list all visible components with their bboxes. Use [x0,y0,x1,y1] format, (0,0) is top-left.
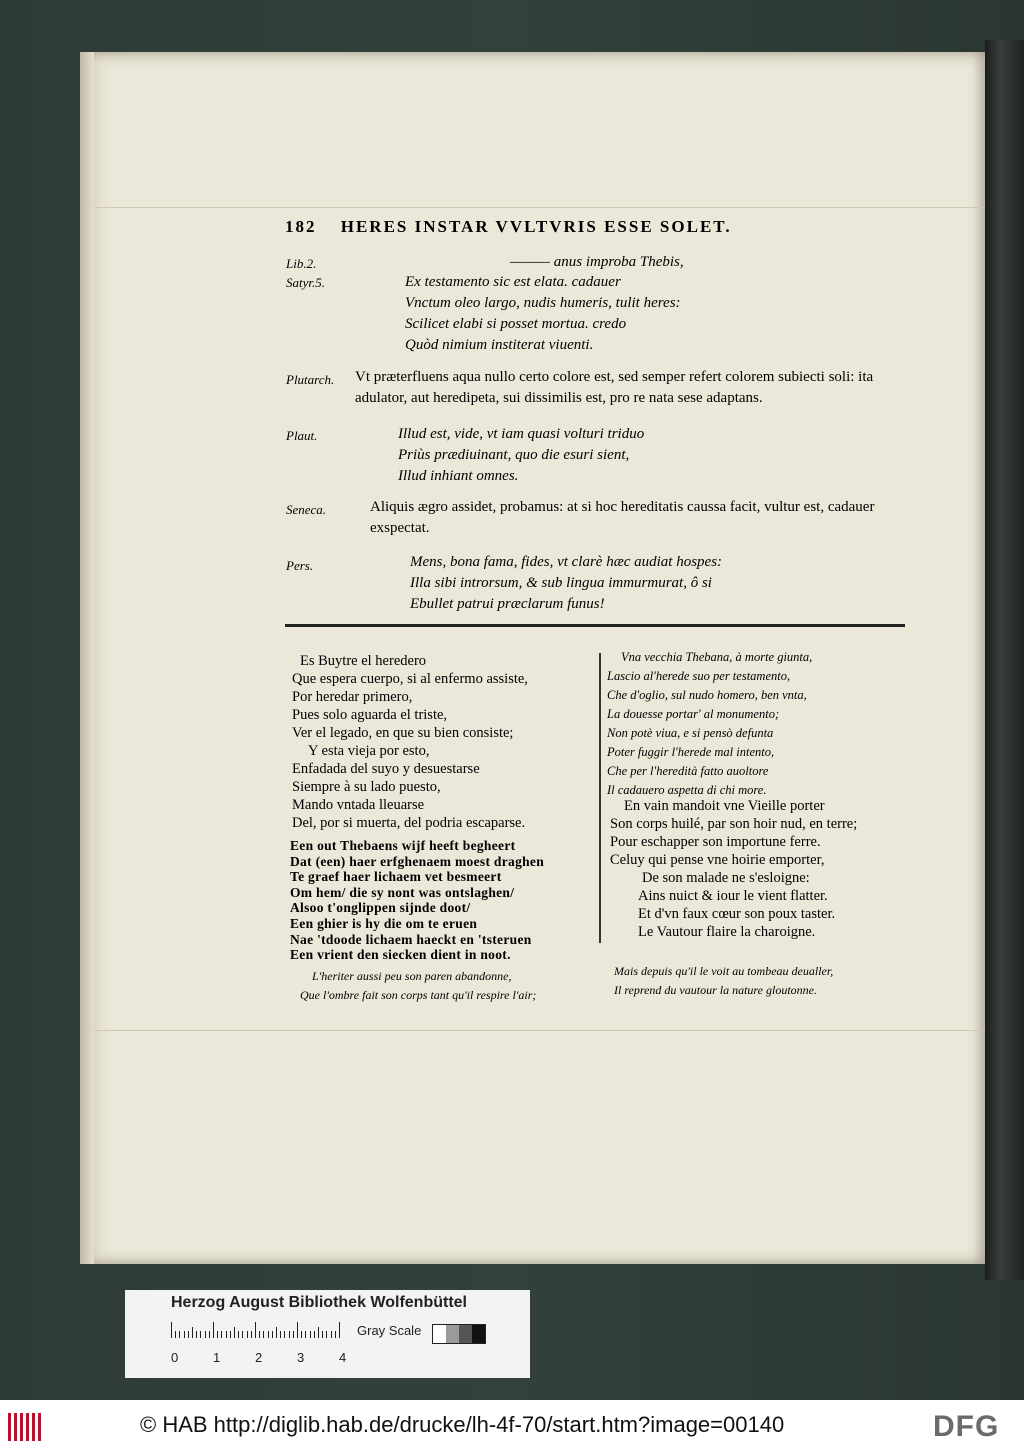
ruler-tick [192,1327,193,1338]
verse-line: Te graef haer lichaem vet besmeert [290,869,502,885]
ruler-tick [234,1327,235,1338]
ruler-tick [322,1331,323,1338]
ruler-tick [238,1331,239,1338]
ruler-tick [251,1331,252,1338]
running-head [285,217,845,237]
verse-line: Che d'oglio, sul nudo homero, ben vnta, [607,688,807,702]
page-edge [80,52,94,1264]
section-divider-rule [285,624,905,627]
verse-line: Ex testamento sic est elata. cadauer [405,274,621,290]
verse-line: L'heriter aussi peu son paren abandonne, [312,969,512,983]
ruler-tick [217,1331,218,1338]
ruler-tick [310,1331,311,1338]
ruler-tick [284,1331,285,1338]
ruler-tick [276,1327,277,1338]
verse-line: Illa sibi introrsum, & sub lingua immurmurat, ô si [410,575,712,591]
french-verse [610,797,857,941]
verse-line: Mens, bona fama, fides, vt clarè hæc audiat hospes: [410,554,723,570]
ruler-tick [200,1331,201,1338]
column-divider-rule [599,653,601,943]
verse-block-satyr [405,272,681,356]
gray-scale-swatches [432,1324,486,1344]
margin-citation-lib: Lib.2. [286,256,317,271]
ruler-tick [326,1331,327,1338]
verse-line: Om hem/ die sy nont was ontslaghen/ [290,884,515,900]
ruler-tick [272,1331,273,1338]
ruler-tick [205,1331,206,1338]
verse-line: Il reprend du vautour la nature gloutonne. [614,983,817,997]
ruler-tick [175,1331,176,1338]
verse-line: La douesse portar' al monumento; [607,707,780,721]
source-url[interactable]: © HAB http://diglib.hab.de/drucke/lh-4f-70/start.htm?image=00140 [140,1412,785,1437]
viewer-footer [0,1400,1024,1453]
verse-line: En vain mandoit vne Vieille porter [624,798,825,814]
ruler-tick [226,1331,227,1338]
verse-line: Mais depuis qu'il le voit au tombeau deualler, [614,964,834,978]
ruler-tick [301,1331,302,1338]
ruler-tick [247,1331,248,1338]
prose-seneca: Aliquis ægro assidet, probamus: at si hoc hereditatis caussa facit, vultur est, cadauer exspectat. [370,499,875,536]
verse-line: Mando vntada lleuarse [292,797,425,813]
dutch-verse [290,838,544,963]
ruler-tick [297,1322,298,1338]
ruler-tick [213,1322,214,1338]
verse-line: Alsoo t'onglippen sijnde doot/ [290,900,471,916]
verse-line: ——— anus improba Thebis, [510,254,684,270]
verse-line: Non potè viua, e si pensò defunta [607,726,774,740]
ruler-tick [171,1322,172,1338]
gray-scale-label: Gray Scale [357,1323,422,1338]
gray-swatch [472,1325,485,1343]
ruler-tick [179,1331,180,1338]
verse-line: Le Vautour flaire la charoigne. [638,924,816,940]
verse-line: Een out Thebaens wijf heeft begheert [290,838,516,853]
ruler-tick [221,1331,222,1338]
dfg-logo: DFG [933,1410,1000,1443]
gray-swatch [459,1325,472,1343]
verse-line: De son malade ne s'esloigne: [642,870,810,886]
verse-block-plaut [398,424,644,487]
verse-line: Que espera cuerpo, si al enfermo assiste, [292,671,528,687]
verse-line: Illud est, vide, vt iam quasi volturi triduo [398,426,645,442]
ruler-tick [331,1331,332,1338]
ruler-tick [188,1331,189,1338]
verse-line: Ains nuict & iour le vient flatter. [638,888,828,904]
ruler-tick [196,1331,197,1338]
ruler-tick [268,1331,269,1338]
ruler-tick [259,1331,260,1338]
ruler-ticks [171,1322,351,1338]
ruler-tick [305,1331,306,1338]
ruler-tick [314,1331,315,1338]
ruler-number: 3 [297,1350,305,1365]
ruler-tick [335,1331,336,1338]
verse-line: Son corps huilé, par son hoir nud, en terre; [610,816,858,832]
ruler-tick [242,1331,243,1338]
verse-line: Quòd nimium institerat viuenti. [405,337,594,353]
page-fold-line [95,1030,985,1031]
ruler-tick [209,1331,210,1338]
french-couplet-left [300,967,536,1005]
ruler-number: 2 [255,1350,263,1365]
verse-line: Que l'ombre fait son corps tant qu'il respire l'air; [300,988,537,1002]
verse-line: Nae 'tdoode lichaem haeckt en 'tsteruen [290,931,532,947]
verse-line: Y esta vieja por esto, [308,743,430,759]
institution-name: Herzog August Bibliothek Wolfenbüttel [171,1294,467,1311]
ruler-tick [318,1327,319,1338]
verse-line: Poter fuggir l'herede mal intento, [607,745,775,759]
ruler-number: 4 [339,1350,347,1365]
spanish-verse [292,652,528,832]
ruler-tick [293,1331,294,1338]
ruler-tick [280,1331,281,1338]
ruler-tick [230,1331,231,1338]
ruler-tick [339,1322,340,1338]
margin-citation-plaut: Plaut. [286,428,318,443]
verse-line: Enfadada del suyo y desuestarse [292,761,480,777]
verse-line: Et d'vn faux cœur son poux taster. [638,906,836,922]
verse-line: Lascio al'herede suo per testamento, [607,669,791,683]
gray-swatch [446,1325,459,1343]
verse-line: Illud inhiant omnes. [398,468,519,484]
ruler-tick [263,1331,264,1338]
prose-plutarch: Vt præterfluens aqua nullo certo colore est, sed semper refert colorem subiecti soli: ita adulator, aut heredipeta, sui dissimilis est, pro re nata sese adaptans. [355,369,874,406]
verse-block-pers [410,552,722,615]
verse-line: Pour eschapper son importune ferre. [610,834,821,850]
margin-citation-plutarch: Plutarch. [286,372,335,387]
verse-line: Es Buytre el heredero [300,653,427,669]
hab-logo-icon [8,1413,46,1441]
ruler-tick [184,1331,185,1338]
margin-citation-seneca: Seneca. [286,502,327,517]
page-number: 182 [285,217,317,236]
color-scale-card [125,1290,530,1378]
verse-line: Scilicet elabi si posset mortua. credo [405,316,627,332]
book-right-edge [985,40,1024,1280]
margin-citation-pers: Pers. [286,558,314,573]
page-fold-line [95,207,985,208]
verse-line: Celuy qui pense vne hoirie emporter, [610,852,825,868]
italian-verse [607,648,812,800]
margin-citation-satyr: Satyr.5. [286,275,325,290]
verse-line: Siempre à su lado puesto, [292,779,441,795]
ruler-number: 0 [171,1350,179,1365]
gray-swatch [433,1325,446,1343]
ruler-number: 1 [213,1350,221,1365]
ruler-tick [255,1322,256,1338]
verse-line: Il cadauero aspetta di chi more. [607,783,767,797]
verse-line: Pues solo aguarda el triste, [292,707,448,723]
verse-line: Del, por si muerta, del podria escaparse. [292,815,526,831]
verse-line: Vna vecchia Thebana, à morte giunta, [621,650,813,664]
ruler-tick [289,1331,290,1338]
verse-line: Een ghier is hy die om te eruen [290,915,478,931]
french-couplet-right [614,962,833,1000]
verse-line: Che per l'heredità fatto auoltore [607,764,769,778]
verse-line: Por heredar primero, [292,689,413,705]
verse-line: Dat (een) haer erfghenaem moest draghen [290,853,545,869]
verse-line: Een vrient den siecken dient in noot. [290,947,511,963]
verse-line: Ebullet patrui præclarum funus! [410,596,605,612]
verse-line: Vnctum oleo largo, nudis humeris, tulit heres: [405,295,681,311]
verse-line: Ver el legado, en que su bien consiste; [292,725,514,741]
verse-line: Priùs prædiuinant, quo die esuri sient, [398,447,630,463]
running-head-title: HERES INSTAR VVLTVRIS ESSE SOLET. [340,217,732,236]
